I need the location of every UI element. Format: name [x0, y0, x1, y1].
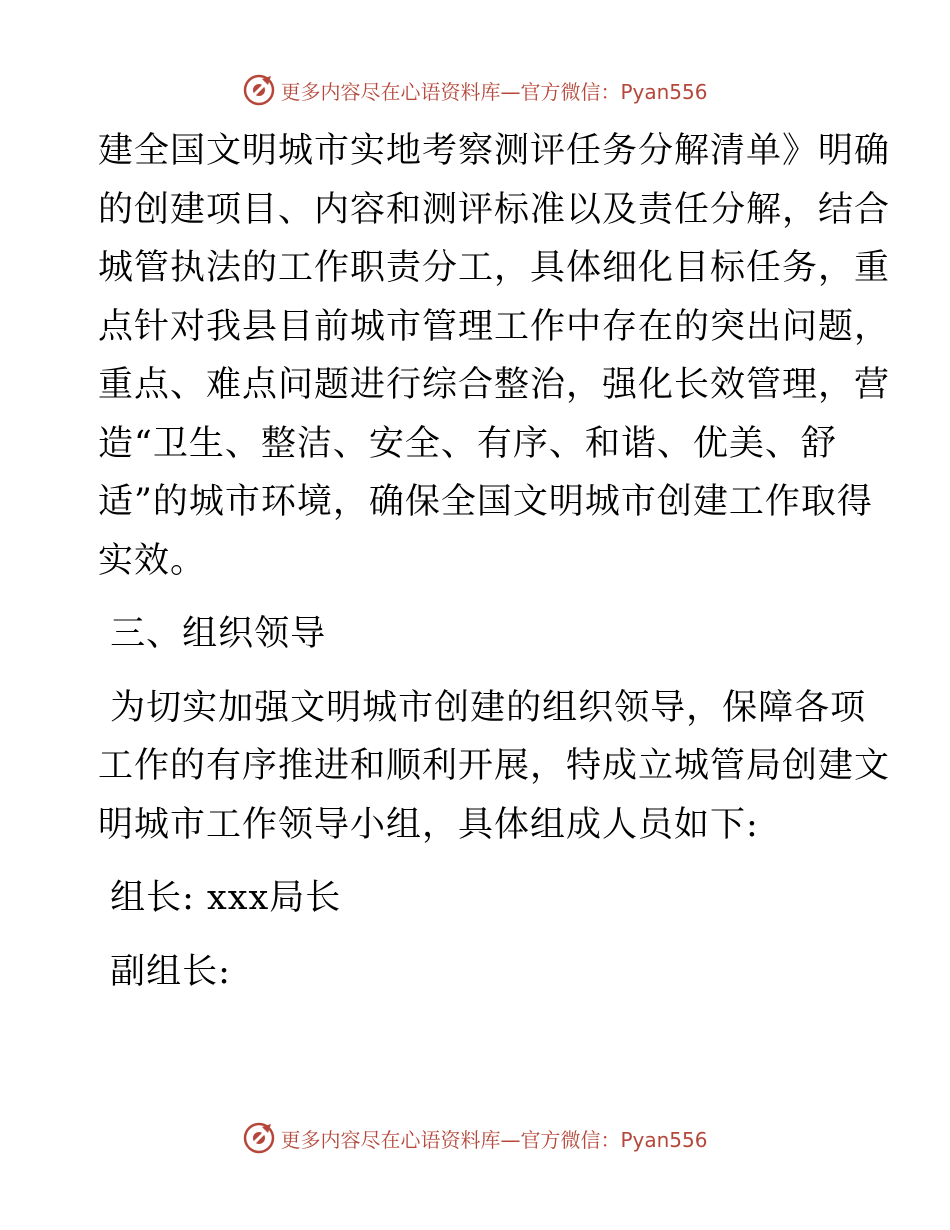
footer-brand-text: 更多内容尽在心语资料库	[280, 1127, 501, 1152]
leader-line: 组长: xxx局长	[98, 878, 342, 918]
header-brand-text: 更多内容尽在心语资料库	[280, 79, 501, 104]
body-line: 明城市工作领导小组，具体组成人员如下:	[98, 804, 759, 845]
body-line: 点针对我县目前城市管理工作中存在的突出问题，	[98, 306, 891, 347]
body-line: 建全国文明城市实地考察测评任务分解清单》明确	[98, 131, 891, 171]
body-line: 实效。	[98, 540, 207, 581]
body-line: 的创建项目、内容和测评标准以及责任分解，结合	[98, 189, 891, 230]
body-line: 造“卫生、整洁、安全、有序、和谐、优美、舒	[98, 423, 837, 464]
footer-watermark-banner	[0, 1118, 950, 1158]
body-line: 重点、难点问题进行综合整治，强化长效管理，营	[98, 365, 891, 405]
section-heading: 三、组织领导	[98, 614, 327, 654]
document-body	[98, 122, 891, 1001]
body-line: 城管执法的工作职责分工，具体细化目标任务，重	[98, 248, 891, 288]
header-wechat-text: —官方微信：Pyan556	[500, 79, 708, 104]
body-line: 适”的城市环境，确保全国文明城市创建工作取得	[98, 482, 873, 522]
header-watermark-banner	[0, 70, 950, 110]
deputy-leader-line: 副组长:	[98, 951, 231, 992]
body-line: 工作的有序推进和顺利开展，特成立城管局创建文	[98, 746, 891, 786]
body-line: 为切实加强文明城市创建的组织领导，保障各项	[98, 687, 867, 728]
footer-wechat-text: —官方微信：Pyan556	[500, 1127, 708, 1152]
brand-logo-icon	[242, 1121, 276, 1155]
brand-logo-icon	[242, 73, 276, 107]
